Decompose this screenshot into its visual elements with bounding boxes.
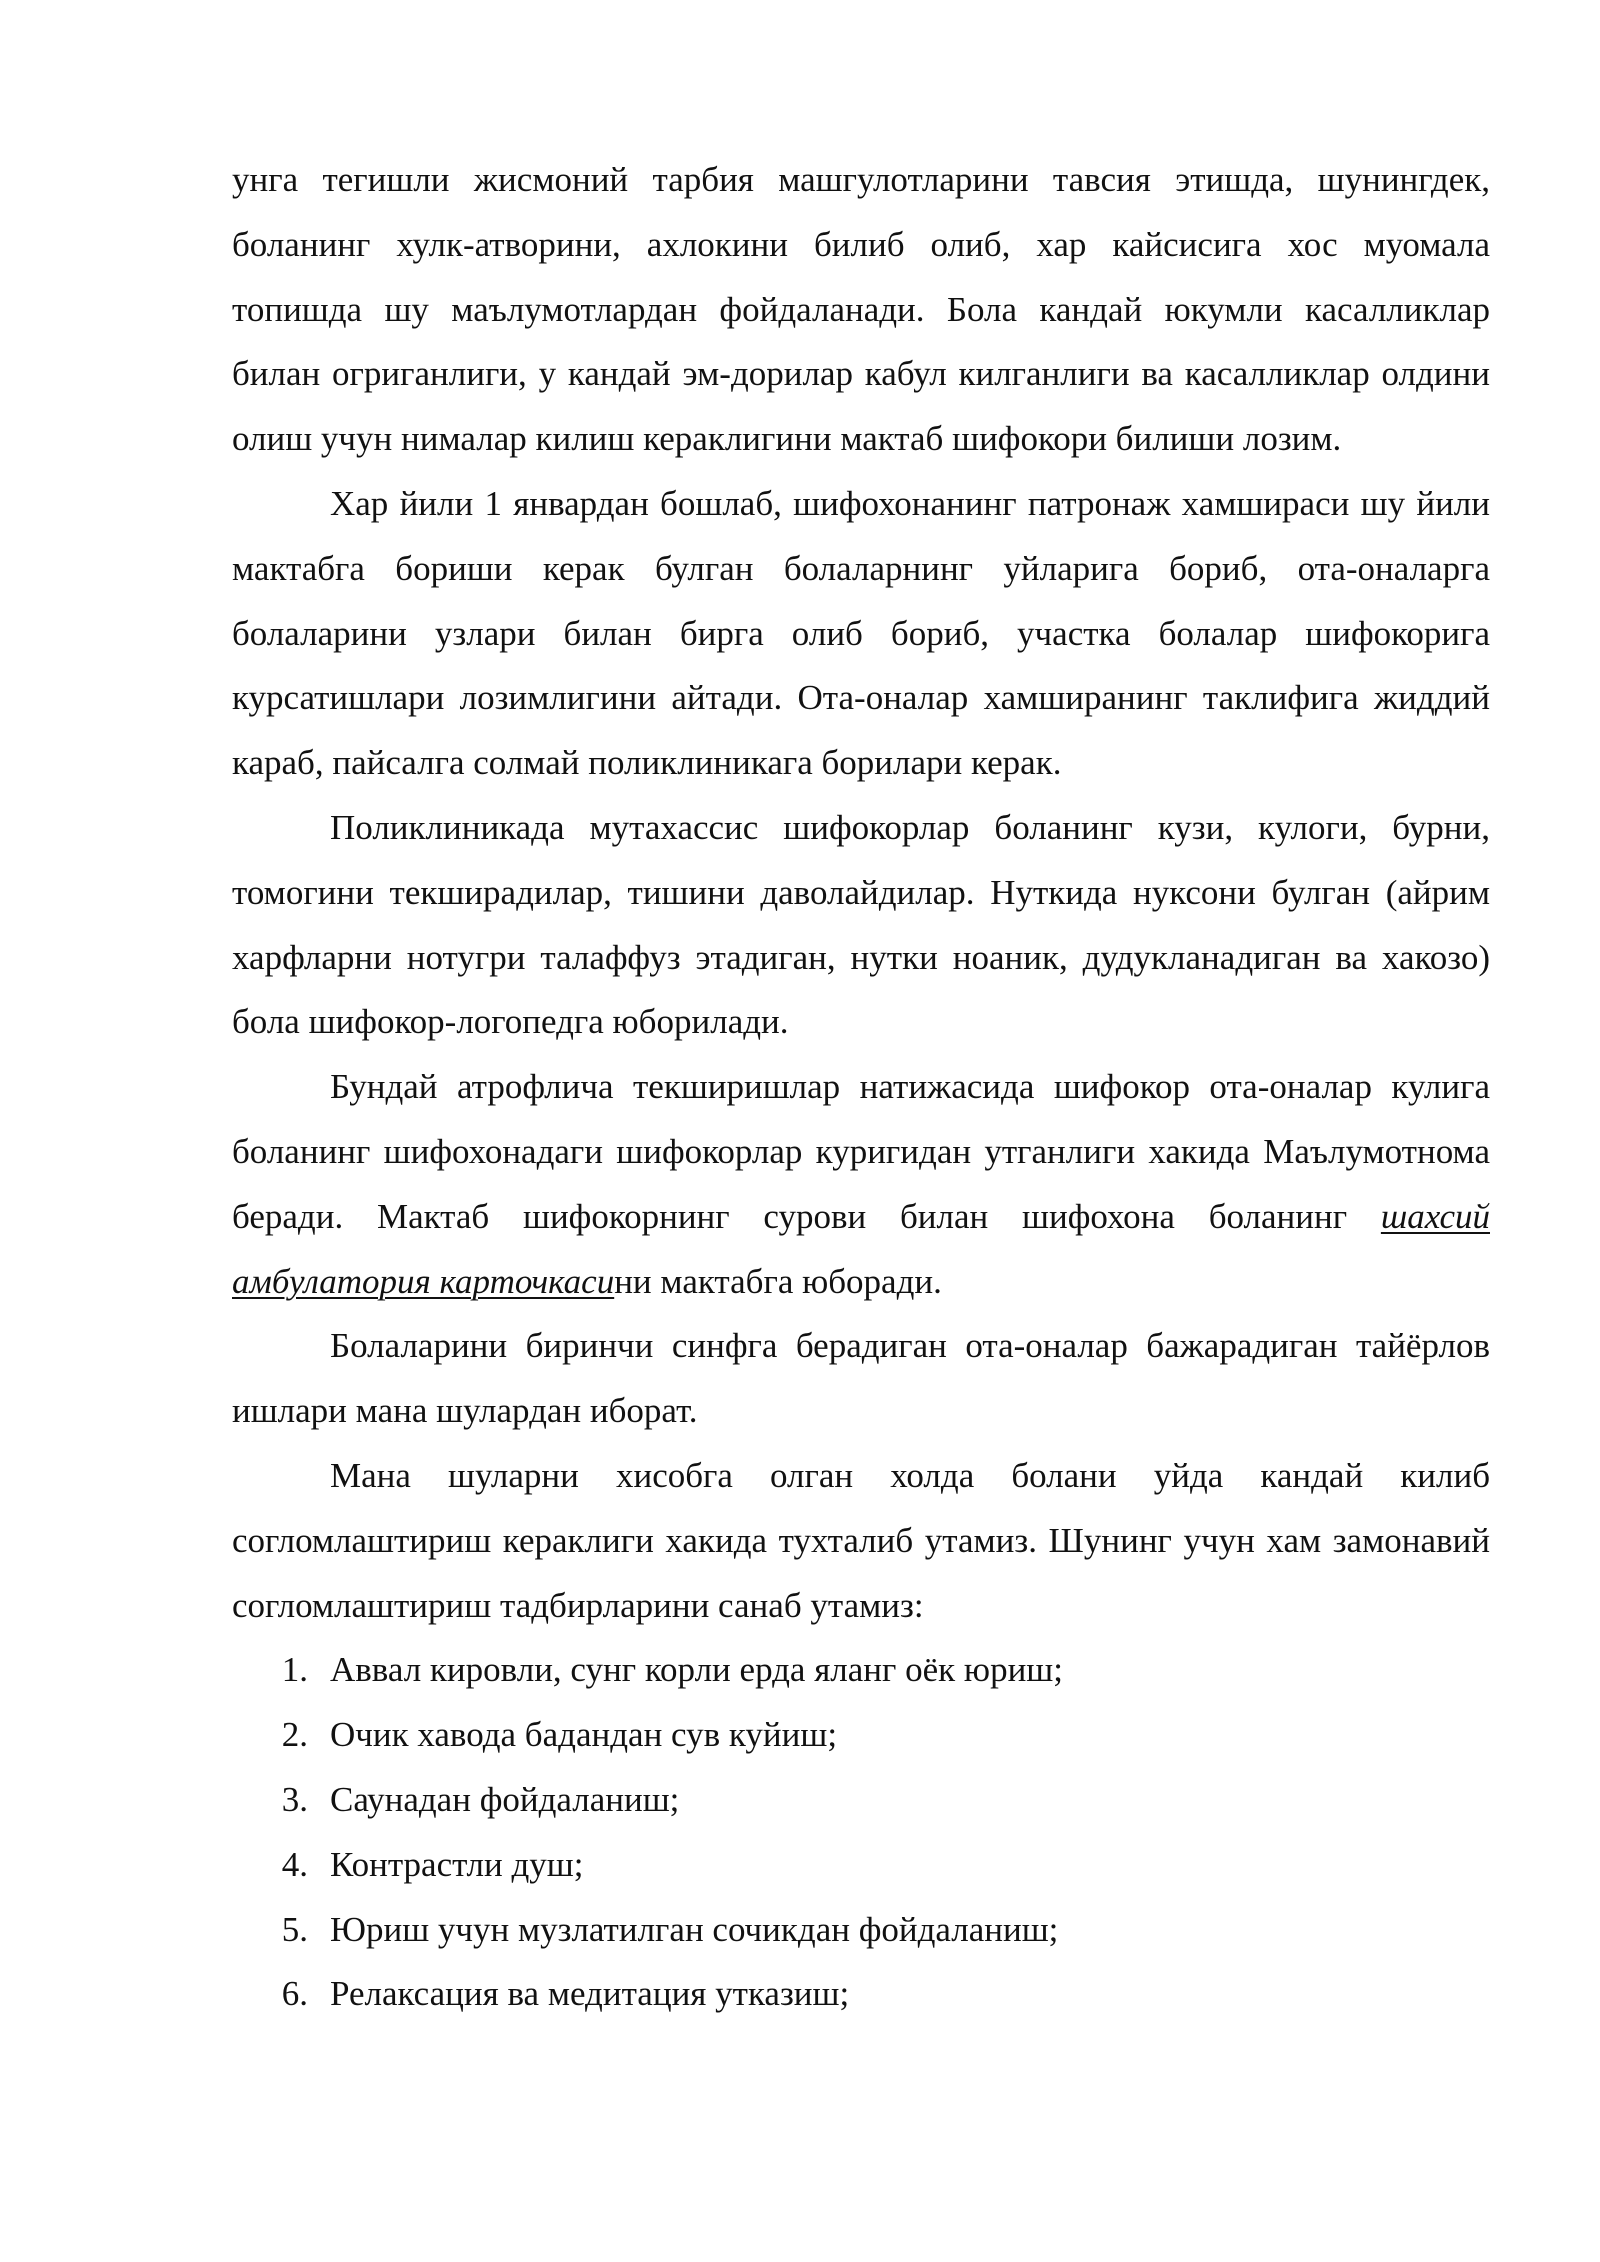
list-item-text: Аввал кировли, сунг корли ерда яланг оёк юриш; bbox=[330, 1650, 1063, 1690]
list-item-text: Релаксация ва медитация утказиш; bbox=[330, 1974, 850, 2014]
list-item-4 bbox=[232, 1833, 1490, 1898]
paragraph-2: Хар йили 1 январдан бошлаб, шифохонанинг патронаж хамшираси шу йили мактабга бориши керак булган болаларнинг уйларига бориб, ота-оналарга болаларини узлари билан бирга олиб бориб, участка болалар шифокорига курсатишлари лозимлигини айтади. Ота-оналар хамширанинг таклифига жиддий караб, пайсалга солмай поликлиникага борилари керак. bbox=[232, 483, 1490, 783]
list-item-number: 6. bbox=[281, 1974, 308, 2014]
list-item-2 bbox=[232, 1703, 1490, 1768]
list-item-number: 4. bbox=[281, 1844, 308, 1884]
paragraph-4 bbox=[232, 1055, 1490, 1314]
list-item-3 bbox=[232, 1768, 1490, 1833]
paragraph-4-text-before: Бундай атрофлича текширишлар натижасида шифокор ота-оналар кулига боланинг шифохонадаги шифокорлар куригидан утганлиги хакида Маълумотнома беради. Мактаб шифокорнинг сурови билан шифохона боланинг bbox=[232, 1067, 1490, 1236]
list-item-text: Юриш учун музлатилган сочикдан фойдаланиш; bbox=[330, 1909, 1059, 1949]
list-item-number: 5. bbox=[281, 1909, 308, 1949]
list-item-number: 3. bbox=[281, 1779, 308, 1819]
list-item-text: Саунадан фойдаланиш; bbox=[330, 1779, 680, 1819]
paragraph-5: Болаларини биринчи синфга берадиган ота-оналар бажарадиган тайёрлов ишлари мана шулардан иборат. bbox=[232, 1326, 1490, 1431]
list-item-5 bbox=[232, 1898, 1490, 1963]
list-item-number: 1. bbox=[281, 1650, 308, 1690]
document-page bbox=[232, 148, 1490, 2027]
list-item-text: Очик хавода бадандан сув куйиш; bbox=[330, 1715, 838, 1755]
list-item-6 bbox=[232, 1962, 1490, 2027]
paragraph-4-text-after: ни мактабга юборади. bbox=[614, 1261, 942, 1301]
paragraph-6: Мана шуларни хисобга олган холда болани уйда кандай килиб согломлаштириш кераклиги хакида тухталиб утамиз. Шунинг учун хам замонавий согломлаштириш тадбирларини санаб утамиз: bbox=[232, 1455, 1490, 1625]
paragraph-3: Поликлиникада мутахассис шифокорлар боланинг кузи, кулоги, бурни, томогини текширадилар, тишини даволайдилар. Нуткида нуксони булган (айрим харфларни нотугри талаффуз этадиган, нутки ноаник, дудукланадиган ва хакозо) бола шифокор-логопедга юборилади. bbox=[232, 807, 1490, 1042]
list-item-text: Контрастли душ; bbox=[330, 1844, 584, 1884]
list-item-number: 2. bbox=[281, 1715, 308, 1755]
paragraph-1: унга тегишли жисмоний тарбия машгулотларини тавсия этишда, шунингдек, боланинг хулк-атворини, ахлокини билиб олиб, хар кайсисига хос муомала топишда шу маълумотлардан фойдаланади. Бола кандай юкумли касалликлар билан огриганлиги, у кандай эм-дорилар кабул килганлиги ва касалликлар олдини олиш учун нималар килиш кераклигини мактаб шифокори билиши лозим. bbox=[232, 160, 1490, 459]
ambulatory-card-underlined-text: шахсий амбулатория карточкаси bbox=[232, 1196, 1490, 1301]
list-item-1 bbox=[232, 1638, 1490, 1703]
health-measures-list bbox=[232, 1638, 1490, 2027]
